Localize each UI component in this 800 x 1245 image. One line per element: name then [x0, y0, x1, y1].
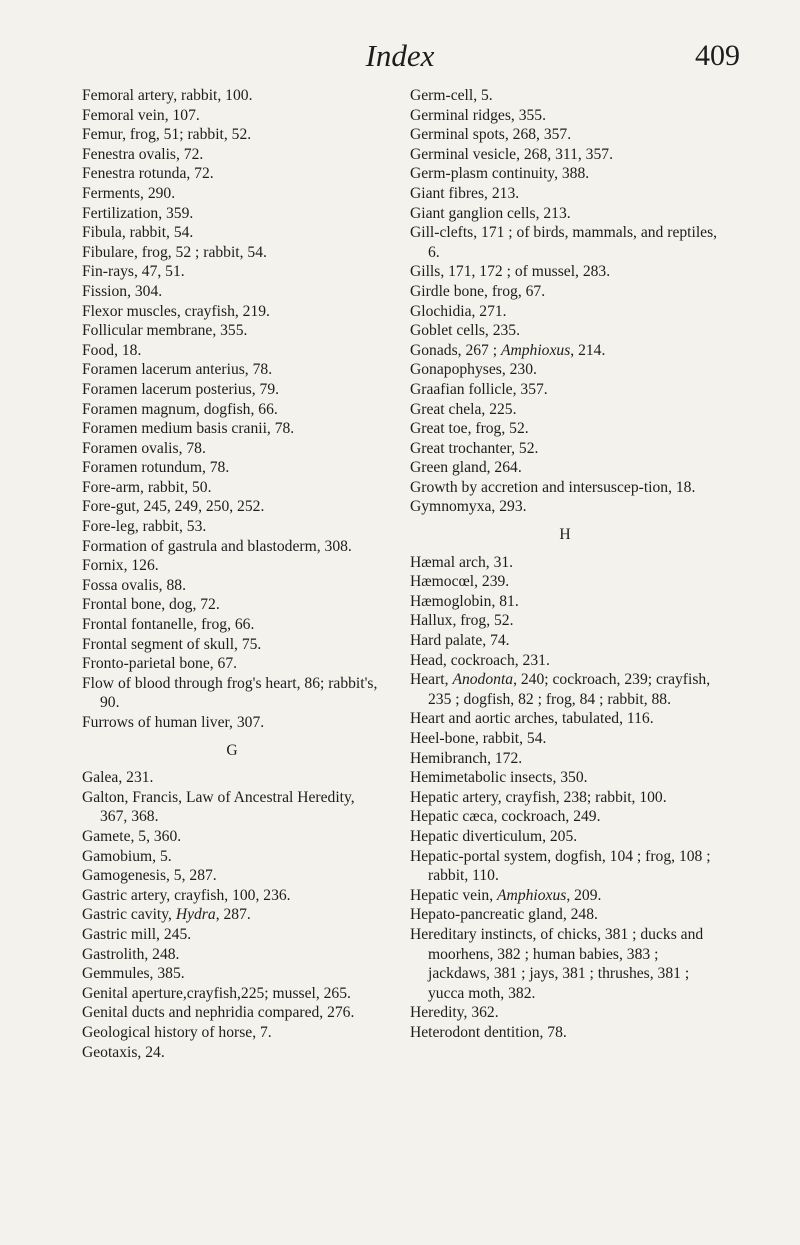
index-entry: Hepatic-portal system, dogfish, 104 ; frog, 108 ; rabbit, 110.	[410, 847, 711, 885]
index-entry: Gills, 171, 172 ; of mussel, 283.	[410, 263, 611, 281]
index-entry: Gonapophyses, 230.	[410, 361, 537, 379]
section-letter: H	[559, 526, 571, 544]
index-entry: Foramen ovalis, 78.	[82, 439, 206, 457]
index-entry: Femoral vein, 107.	[82, 106, 200, 124]
index-entry: Fenestra ovalis, 72.	[82, 145, 204, 163]
index-entry: Fornix, 126.	[82, 557, 159, 575]
index-entry: Gastric artery, crayfish, 100, 236.	[82, 886, 291, 904]
entry-text: Gonads, 267 ;	[410, 341, 501, 359]
index-entry: Germ-cell, 5.	[410, 87, 493, 104]
index-entry: Fossa ovalis, 88.	[82, 576, 186, 594]
index-entry: Hæmocœl, 239.	[410, 573, 510, 591]
index-entry: Great toe, frog, 52.	[410, 420, 529, 438]
index-entry: Germinal ridges, 355.	[410, 106, 546, 124]
index-entry: Gastrolith, 248.	[82, 945, 180, 963]
entry-text: Gastric cavity,	[82, 906, 176, 924]
index-entry: Fore-gut, 245, 249, 250, 252.	[82, 498, 265, 516]
index-entry: Formation of gastrula and blastoderm, 308.	[82, 537, 352, 555]
entry-text: Heart,	[410, 671, 453, 689]
index-entry: Germinal spots, 268, 357.	[410, 126, 572, 144]
index-entry: Germ-plasm continuity, 388.	[410, 165, 590, 183]
index-entry: Fertilization, 359.	[82, 204, 194, 222]
index-entry: Green gland, 264.	[410, 459, 522, 477]
section-letter: G	[226, 741, 238, 759]
index-entry: Goblet cells, 235.	[410, 322, 521, 340]
italic-term: Amphioxus	[500, 341, 571, 359]
index-entry: Frontal segment of skull, 75.	[82, 635, 262, 653]
index-entry: Hæmal arch, 31.	[410, 553, 514, 571]
index-entry: Food, 18.	[82, 341, 142, 359]
index-entry: Hard palate, 74.	[410, 632, 510, 650]
index-entry: Fibulare, frog, 52 ; rabbit, 54.	[82, 243, 267, 261]
index-entry: Fibula, rabbit, 54.	[82, 224, 194, 242]
entry-text: , 240; cockroach, 239; crayfish, 235 ; dogfish, 82 ; frog, 84 ; rabbit, 88.	[428, 671, 711, 708]
index-entry: Femoral artery, rabbit, 100.	[82, 87, 253, 104]
index-entry	[410, 886, 720, 906]
index-entry: Furrows of human liver, 307.	[82, 714, 265, 731]
index-entry: Hallux, frog, 52.	[410, 612, 514, 630]
index-entry: Gemmules, 385.	[82, 965, 185, 983]
running-title: Index	[365, 38, 435, 73]
index-entry: Flexor muscles, crayfish, 219.	[82, 302, 270, 320]
index-entry: Femur, frog, 51; rabbit, 52.	[82, 126, 252, 144]
index-entry: Gamogenesis, 5, 287.	[82, 867, 217, 885]
index-entry: Heel-bone, rabbit, 54.	[410, 730, 547, 747]
index-entry: Gamobium, 5.	[82, 847, 172, 865]
index-entry: Hemimetabolic insects, 350.	[410, 769, 588, 787]
page-header	[0, 36, 800, 76]
index-entry	[82, 905, 382, 925]
index-entry: Fission, 304.	[82, 282, 163, 300]
index-entry: Great chela, 225.	[410, 400, 517, 418]
italic-term: Amphioxus	[497, 886, 567, 904]
index-entry: Galea, 231.	[82, 769, 154, 787]
index-entry: Gastric mill, 245.	[82, 925, 192, 943]
index-entry: Genital aperture,crayfish,225; mussel, 265.	[82, 984, 351, 1002]
index-entry: Girdle bone, frog, 67.	[410, 282, 546, 300]
index-entry: Ferments, 290.	[82, 184, 176, 202]
index-entry: Genital ducts and nephridia compared, 276.	[82, 1004, 355, 1022]
index-entry: Frontal fontanelle, frog, 66.	[82, 616, 255, 634]
index-entry: Hereditary instincts, of chicks, 381 ; ducks and moorhens, 382 ; human babies, 383 ; jackdaws, 381 ; jays, 381 ; thrushes, 381 ; yucca moth, 382.	[410, 925, 704, 1002]
index-entry: Graafian follicle, 357.	[410, 380, 548, 398]
index-entry: Great trochanter, 52.	[410, 439, 539, 457]
entry-text: , 287.	[215, 906, 251, 924]
index-entry: Growth by accretion and intersuscep-tion, 18.	[410, 478, 696, 496]
index-entry: Hepato-pancreatic gland, 248.	[410, 906, 598, 924]
entry-text: , 214.	[570, 341, 606, 359]
entry-text: , 209.	[566, 886, 602, 904]
index-entry: Heterodont dentition, 78.	[410, 1023, 567, 1041]
index-column-left	[82, 86, 382, 1062]
index-entry: Fin-rays, 47, 51.	[82, 263, 185, 281]
index-entry: Germinal vesicle, 268, 311, 357.	[410, 145, 613, 163]
index-entry: Fore-leg, rabbit, 53.	[82, 518, 207, 536]
index-entry: Gymnomyxa, 293.	[410, 498, 527, 516]
index-entry: Hepatic artery, crayfish, 238; rabbit, 100.	[410, 788, 667, 806]
entry-text: Hepatic vein,	[410, 886, 498, 904]
index-entry: Geotaxis, 24.	[82, 1043, 165, 1061]
italic-term: Anodonta	[452, 671, 514, 689]
index-entry: Heart and aortic arches, tabulated, 116.	[410, 710, 654, 728]
index-entry: Geological history of horse, 7.	[82, 1023, 272, 1041]
index-entry: Fenestra rotunda, 72.	[82, 165, 214, 183]
index-column-right	[410, 86, 720, 1043]
index-entry: Hemibranch, 172.	[410, 749, 523, 767]
index-entry: Flow of blood through frog's heart, 86; rabbit's, 90.	[82, 674, 378, 712]
index-entry	[410, 341, 720, 361]
index-entry: Gill-clefts, 171 ; of birds, mammals, and reptiles, 6.	[410, 224, 718, 261]
index-entry: Foramen magnum, dogfish, 66.	[82, 400, 278, 418]
index-entry: Hepatic diverticulum, 205.	[410, 827, 578, 845]
index-entry: Giant fibres, 213.	[410, 184, 520, 202]
index-entry: Foramen rotundum, 78.	[82, 459, 230, 477]
index-entry: Foramen lacerum anterius, 78.	[82, 361, 273, 379]
index-entry: Giant ganglion cells, 213.	[410, 204, 571, 222]
index-entry: Fore-arm, rabbit, 50.	[82, 478, 212, 496]
italic-term: Hydra	[175, 906, 216, 924]
index-entry: Fronto-parietal bone, 67.	[82, 655, 238, 673]
index-entry: Foramen lacerum posterius, 79.	[82, 380, 280, 398]
index-entry: Head, cockroach, 231.	[410, 651, 550, 669]
index-entry: Hepatic cæca, cockroach, 249.	[410, 808, 601, 826]
index-entry: Hæmoglobin, 81.	[410, 592, 519, 610]
index-entry: Galton, Francis, Law of Ancestral Heredity, 367, 368.	[82, 788, 355, 826]
index-entry: Glochidia, 271.	[410, 302, 507, 320]
index-entry: Foramen medium basis cranii, 78.	[82, 420, 295, 438]
index-entry: Gamete, 5, 360.	[82, 827, 182, 845]
index-entry: Heredity, 362.	[410, 1004, 499, 1022]
index-entry: Follicular membrane, 355.	[82, 322, 248, 340]
index-entry: Frontal bone, dog, 72.	[82, 596, 220, 614]
page-number: 409	[695, 39, 740, 72]
index-entry	[410, 670, 720, 709]
